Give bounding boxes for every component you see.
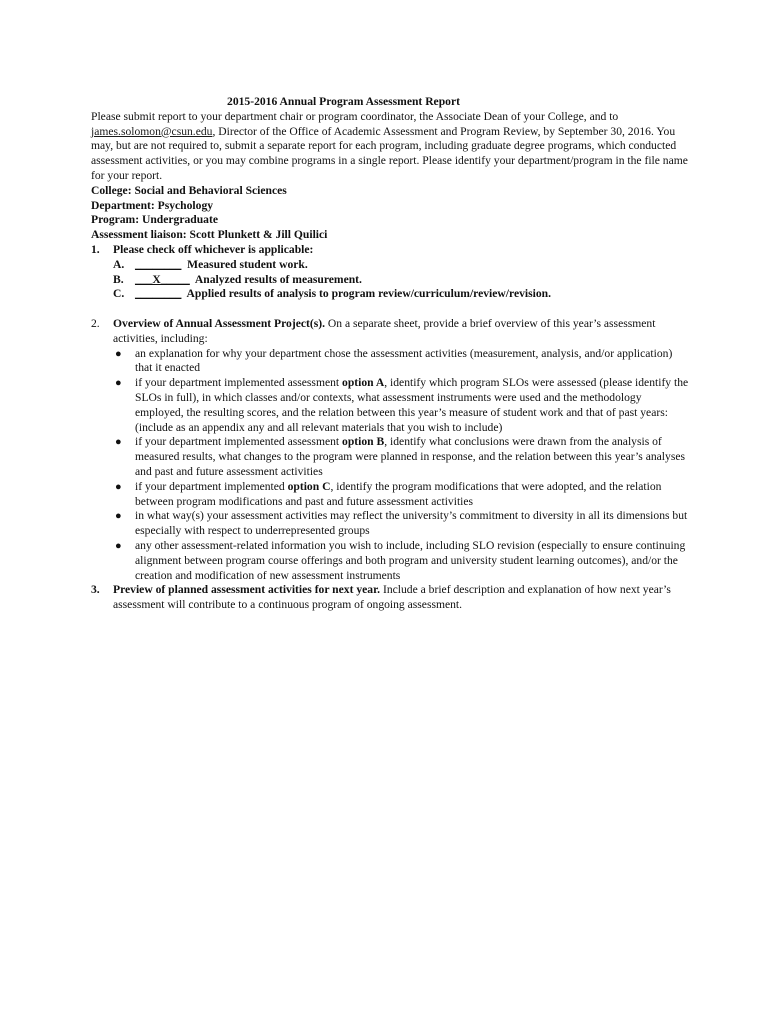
email-link[interactable]: james.solomon@csun.edu: [91, 124, 213, 138]
bullet-text: an explanation for why your department chose the assessment activities (measurement, analysis, and/or application) that it enacted: [135, 346, 673, 375]
college-line: College: Social and Behavioral Sciences: [91, 183, 287, 197]
intro-paragraph: [91, 110, 691, 184]
bullet-icon: ●: [115, 436, 122, 449]
option-a-letter: A.: [113, 257, 125, 271]
bullet-text-end: , identify what conclusions were drawn from the analysis of measured results, what changes to the program were planned in response, and the relation between this year’s analyses and past and future assessment activities: [135, 435, 685, 478]
bullet-icon: ●: [115, 347, 122, 360]
question-1-number: 1.: [91, 242, 100, 256]
list-item: [113, 509, 691, 539]
bullet-icon: ●: [115, 377, 122, 390]
list-item: [113, 376, 691, 435]
document-page: [91, 95, 691, 613]
question-1: [91, 243, 691, 258]
question-2: [91, 317, 691, 583]
spacer: [91, 302, 691, 317]
report-title: 2015-2016 Annual Program Assessment Report: [227, 95, 460, 108]
bullet-bold-text: option A: [342, 376, 385, 390]
bullet-text: if your department implemented: [135, 479, 288, 493]
option-c-text: Applied results of analysis to program review/curriculum/review/revision.: [186, 287, 551, 301]
list-item: [113, 347, 691, 377]
bullet-icon: ●: [115, 480, 122, 493]
bullet-text: in what way(s) your assessment activities may reflect the university’s commitment to diversity in all its dimensions but especially with respect to underrepresented groups: [135, 509, 688, 538]
bullet-text-end: , identify the program modifications that were adopted, and the relation between program modifications and past and future assessment activities: [135, 479, 662, 508]
bullet-icon: ●: [115, 510, 122, 523]
option-b-text: Analyzed results of measurement.: [194, 272, 362, 286]
intro-text-start: Please submit report to your department chair or program coordinator, the Associate Dean of your College, and to: [91, 109, 619, 123]
bullet-bold-text: option C: [287, 479, 331, 493]
bullet-text-end: , identify which program SLOs were assessed (please identify the SLOs in full), in which classes and/or contexts, what assessment instruments were used and the methodology employed, the resulting scores, and the relation between this year’s measure of student work and that of past years: (include as an appendix any and all relevant materials that you wish to include): [135, 376, 689, 434]
question-2-number: 2.: [91, 316, 100, 330]
question-3-lead: Include a brief description and explanation of how next year’s assessment will contribute to a continuous program of ongoing assessment.: [113, 583, 671, 612]
program-line: Program: Undergraduate: [91, 213, 218, 227]
option-a-text: Measured student work.: [187, 257, 308, 271]
question-2-heading: Overview of Annual Assessment Project(s).: [113, 316, 325, 330]
list-item: [113, 435, 691, 479]
option-c-checkbox-blank[interactable]: ________: [135, 287, 182, 301]
option-c-letter: C.: [113, 287, 125, 301]
bullet-icon: ●: [115, 539, 122, 552]
bullet-text: if your department implemented assessment: [135, 435, 343, 449]
liaison-line: Assessment liaison: Scott Plunkett & Jill Quilici: [91, 228, 328, 242]
question-2-lead: On a separate sheet, provide a brief overview of this year’s assessment activities, including:: [113, 316, 656, 345]
question-3: [91, 583, 691, 613]
option-c: [91, 287, 691, 302]
question-3-heading: Preview of planned assessment activities for next year.: [113, 583, 381, 597]
bullet-text: any other assessment-related information you wish to include, including SLO revision (especially to ensure continuing alignment between program course offerings and both program and university student learning outcomes), and/or the creation and modification of new assessment instruments: [135, 538, 686, 582]
option-b: [91, 273, 691, 288]
option-b-letter: B.: [113, 272, 124, 286]
list-item: [113, 539, 691, 583]
question-1-label: Please check off whichever is applicable:: [113, 242, 314, 256]
option-b-checkbox-blank[interactable]: ___X_____: [135, 272, 190, 286]
list-item: [113, 480, 691, 510]
question-3-number: 3.: [91, 583, 100, 597]
bullet-bold-text: option B: [342, 435, 385, 449]
question-2-bullets: [113, 347, 691, 584]
option-a: [91, 258, 691, 273]
option-a-checkbox-blank[interactable]: ________: [135, 257, 182, 271]
intro-text-end: , Director of the Office of Academic Assessment and Program Review, by September 30, 2016. You may, but are not required to, submit a separate report for each program, including graduate degree programs, which conducted assessment activities, or you may combine programs in a single report. Please identify your department/program in the file name for your report.: [91, 124, 688, 182]
department-line: Department: Psychology: [91, 198, 214, 212]
bullet-text: if your department implemented assessment: [135, 376, 343, 390]
